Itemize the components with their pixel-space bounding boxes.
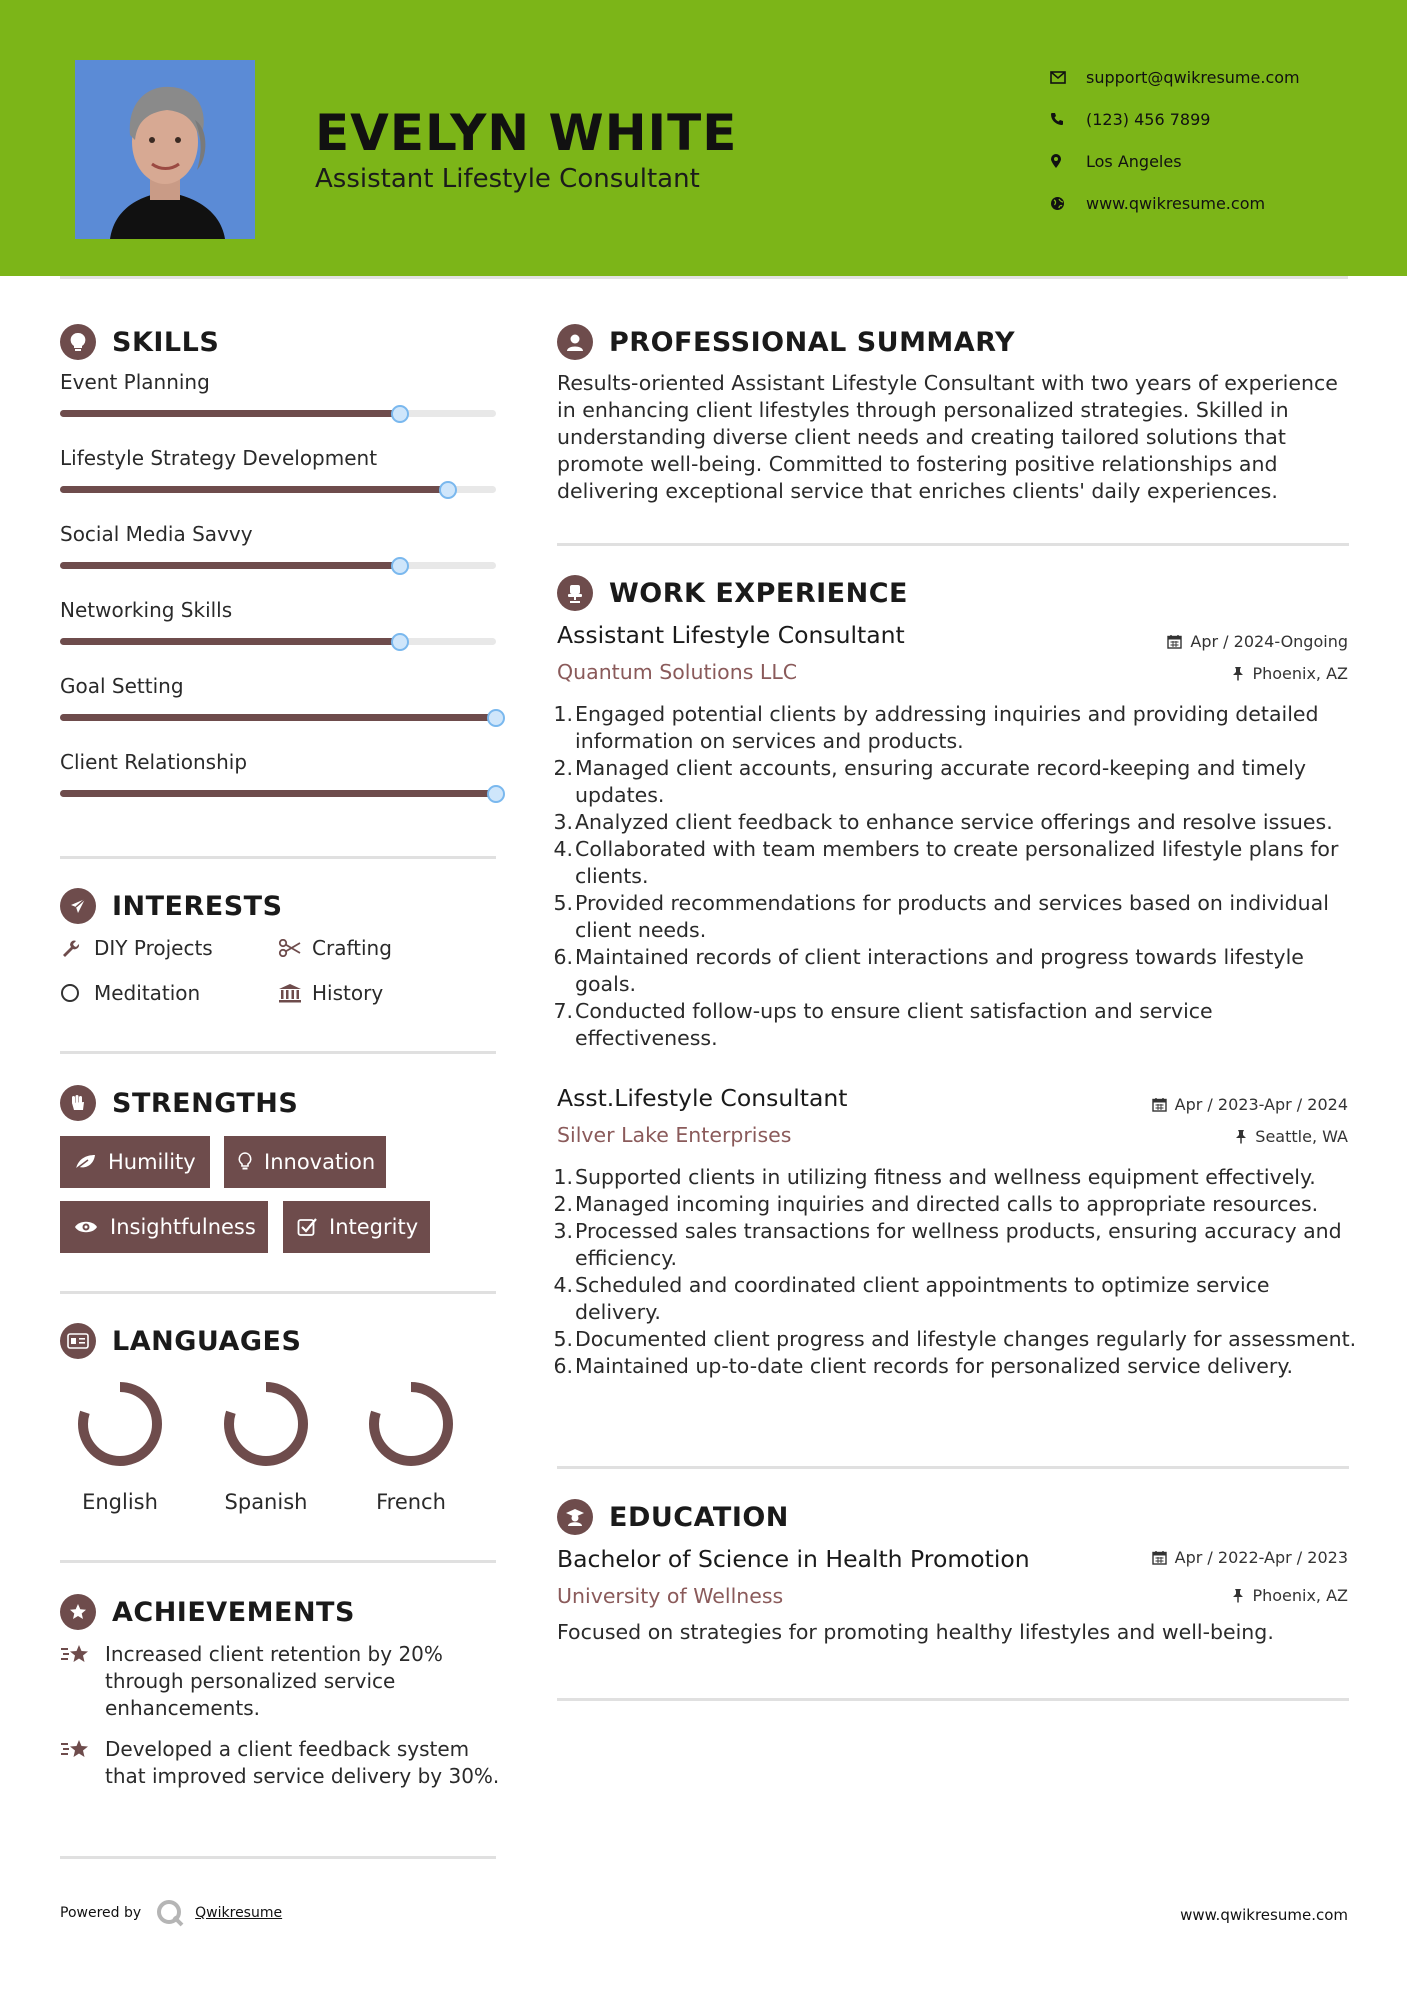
job-bullet	[553, 1326, 1357, 1353]
job-bullet	[553, 1272, 1357, 1326]
lightbulb-icon	[238, 1152, 252, 1172]
user-icon	[557, 324, 593, 360]
calendar-icon	[1167, 634, 1182, 649]
education-heading	[557, 1499, 789, 1535]
experience-heading	[557, 575, 908, 611]
interest-item	[60, 936, 213, 960]
bullet-text: Supported clients in utilizing fitness and wellness equipment effectively.	[575, 1165, 1316, 1189]
skill-item	[60, 750, 496, 774]
contact-list	[1050, 56, 1380, 224]
languages-heading	[60, 1323, 301, 1359]
strength-tag	[224, 1136, 386, 1188]
qwikresume-logo-icon	[155, 1898, 185, 1928]
skill-label: Event Planning	[60, 370, 210, 394]
education-location	[1232, 1586, 1348, 1605]
bullet-number: 6.	[553, 1354, 573, 1378]
achievement-item	[60, 1736, 500, 1790]
resume-header	[0, 0, 1407, 276]
bullet-number: 7.	[553, 999, 573, 1023]
skills-divider	[60, 856, 496, 859]
bullet-number: 4.	[553, 1273, 573, 1297]
skill-item	[60, 446, 496, 470]
interest-item	[60, 981, 200, 1005]
qwikresume-link[interactable]: Qwikresume	[195, 1905, 283, 1921]
interest-item	[278, 981, 383, 1005]
contact-location	[1050, 140, 1380, 182]
strength-label: Humility	[108, 1150, 196, 1174]
skill-label: Client Relationship	[60, 750, 248, 774]
job-bullet	[553, 701, 1357, 755]
skill-item	[60, 674, 496, 698]
job-bullet	[553, 1191, 1357, 1218]
skill-track	[60, 410, 496, 417]
job-location-text: Phoenix, AZ	[1252, 664, 1348, 683]
bullet-number: 2.	[553, 756, 573, 780]
skill-item	[60, 598, 496, 622]
strength-tag	[60, 1201, 268, 1253]
job-bullet	[553, 944, 1357, 998]
language-ring	[363, 1376, 459, 1472]
job-bullets	[553, 1164, 1357, 1380]
interests-heading	[60, 888, 283, 924]
bullet-text: Conducted follow-ups to ensure client satisfaction and service effectiveness.	[575, 999, 1213, 1050]
skill-knob	[439, 481, 457, 499]
bullet-number: 5.	[553, 891, 573, 915]
interests-title: INTERESTS	[112, 890, 283, 922]
job-bullet	[553, 1218, 1357, 1272]
language-card-icon	[60, 1323, 96, 1359]
skill-track	[60, 562, 496, 569]
job-bullet	[553, 1353, 1357, 1380]
job-location-text: Seattle, WA	[1255, 1127, 1348, 1146]
degree-title: Bachelor of Science in Health Promotion	[557, 1545, 1030, 1573]
header-divider	[60, 276, 1348, 279]
contact-website-text: www.qwikresume.com	[1086, 193, 1266, 213]
education-description: Focused on strategies for promoting healthy lifestyles and well-being.	[557, 1620, 1274, 1644]
languages-title: LANGUAGES	[112, 1325, 302, 1357]
job-bullets	[553, 701, 1357, 1052]
envelope-icon	[1050, 71, 1086, 84]
contact-phone-text: (123) 456 7899	[1086, 109, 1211, 129]
checkbox-icon	[297, 1217, 317, 1237]
contact-email-text: support@qwikresume.com	[1086, 67, 1300, 87]
bullet-number: 3.	[553, 1219, 573, 1243]
skill-label: Lifestyle Strategy Development	[60, 446, 378, 470]
experience-divider	[557, 1466, 1349, 1469]
language-level-arc	[83, 1387, 157, 1461]
contact-location-text: Los Angeles	[1086, 151, 1182, 171]
job-bullet	[553, 809, 1357, 836]
calendar-icon	[1152, 1097, 1167, 1112]
star-badge-icon	[60, 1594, 96, 1630]
footer-powered	[60, 1898, 282, 1928]
museum-icon	[278, 983, 312, 1003]
bullet-text: Engaged potential clients by addressing inquiries and providing detailed information on services and products.	[575, 702, 1319, 753]
education-divider	[557, 1698, 1349, 1701]
job-company: Silver Lake Enterprises	[557, 1123, 792, 1147]
bullet-text: Maintained records of client interactions and progress towards lifestyle goals.	[575, 945, 1304, 996]
paper-plane-icon	[60, 888, 96, 924]
language-level-arc	[374, 1387, 448, 1461]
job-title: Assistant Lifestyle Consultant	[557, 621, 905, 649]
interest-label: Crafting	[312, 936, 392, 960]
phone-icon	[1050, 112, 1086, 126]
job-company: Quantum Solutions LLC	[557, 660, 798, 684]
bullet-text: Processed sales transactions for wellness products, ensuring accuracy and efficiency.	[575, 1219, 1342, 1270]
language-label: Spanish	[224, 1490, 308, 1514]
skill-track	[60, 790, 496, 797]
bullet-text: Provided recommendations for products and services based on individual client needs.	[575, 891, 1329, 942]
wrench-icon	[60, 938, 94, 958]
achievements-title: ACHIEVEMENTS	[112, 1596, 355, 1628]
lightbulb-icon	[60, 324, 96, 360]
interest-label: DIY Projects	[94, 936, 213, 960]
skill-fill	[60, 410, 400, 417]
candidate-name: EVELYN WHITE	[315, 104, 738, 162]
school-name: University of Wellness	[557, 1584, 784, 1608]
bullet-text: Analyzed client feedback to enhance service offerings and resolve issues.	[575, 810, 1333, 834]
strengths-heading	[60, 1085, 298, 1121]
circle-icon	[60, 983, 94, 1003]
skills-heading	[60, 324, 219, 360]
skill-knob	[391, 633, 409, 651]
strength-tag	[283, 1201, 430, 1253]
achievements-heading	[60, 1594, 355, 1630]
job-location	[1235, 1127, 1348, 1146]
job-bullet	[553, 890, 1357, 944]
summary-title: PROFESSIONAL SUMMARY	[609, 326, 1016, 358]
job-location	[1232, 664, 1348, 683]
pushpin-icon	[1232, 1588, 1244, 1603]
achievement-text: Increased client retention by 20% through personalized service enhancements.	[105, 1642, 443, 1720]
pushpin-icon	[1232, 666, 1244, 681]
candidate-role: Assistant Lifestyle Consultant	[315, 164, 700, 194]
skills-title: SKILLS	[112, 326, 220, 358]
trophy-star-icon	[60, 1736, 105, 1790]
powered-by-text: Powered by	[60, 1905, 142, 1921]
bullet-text: Managed client accounts, ensuring accurate record-keeping and timely updates.	[575, 756, 1307, 807]
language-ring	[218, 1376, 314, 1472]
contact-email[interactable]	[1050, 56, 1380, 98]
interest-item	[278, 936, 392, 960]
footer-website[interactable]: www.qwikresume.com	[1180, 1906, 1348, 1924]
pushpin-icon	[1235, 1129, 1247, 1144]
bullet-number: 1.	[553, 1165, 573, 1189]
skill-fill	[60, 638, 400, 645]
language-item	[206, 1376, 326, 1514]
bullet-number: 2.	[553, 1192, 573, 1216]
graduate-icon	[557, 1499, 593, 1535]
summary-divider	[557, 543, 1349, 546]
strengths-divider	[60, 1291, 496, 1294]
bullet-number: 6.	[553, 945, 573, 969]
summary-heading	[557, 324, 1015, 360]
skill-knob	[391, 405, 409, 423]
bullet-number: 3.	[553, 810, 573, 834]
education-title: EDUCATION	[609, 1501, 789, 1533]
language-item	[351, 1376, 471, 1514]
bullet-text: Managed incoming inquiries and directed calls to appropriate resources.	[575, 1192, 1319, 1216]
location-pin-icon	[1050, 153, 1086, 169]
strength-label: Insightfulness	[110, 1215, 256, 1239]
language-item	[60, 1376, 180, 1514]
strengths-title: STRENGTHS	[112, 1087, 299, 1119]
bullet-text: Collaborated with team members to create personalized lifestyle plans for clients.	[575, 837, 1339, 888]
strength-label: Innovation	[264, 1150, 376, 1174]
office-chair-icon	[557, 575, 593, 611]
calendar-icon	[1152, 1550, 1167, 1565]
job-bullet	[553, 836, 1357, 890]
bullet-number: 4.	[553, 837, 573, 861]
bullet-text: Scheduled and coordinated client appointments to optimize service delivery.	[575, 1273, 1270, 1324]
interest-label: History	[312, 981, 384, 1005]
contact-website[interactable]	[1050, 182, 1380, 224]
skill-label: Networking Skills	[60, 598, 233, 622]
language-level-arc	[229, 1387, 303, 1461]
language-ring	[72, 1376, 168, 1472]
strength-tag	[60, 1136, 210, 1188]
skill-item	[60, 370, 496, 394]
job-date-text: Apr / 2023-Apr / 2024	[1174, 1095, 1348, 1114]
strength-label: Integrity	[329, 1215, 419, 1239]
bullet-number: 5.	[553, 1327, 573, 1351]
skill-item	[60, 522, 496, 546]
skill-fill	[60, 714, 496, 721]
skill-track	[60, 638, 496, 645]
job-title: Asst.Lifestyle Consultant	[557, 1084, 848, 1112]
achievement-item	[60, 1641, 500, 1722]
skill-knob	[487, 785, 505, 803]
contact-phone[interactable]	[1050, 98, 1380, 140]
job-bullet	[553, 755, 1357, 809]
skill-fill	[60, 486, 448, 493]
job-date-text: Apr / 2024-Ongoing	[1190, 632, 1348, 651]
education-date	[1152, 1548, 1348, 1567]
languages-divider	[60, 1560, 496, 1563]
interests-divider	[60, 1051, 496, 1054]
skill-label: Social Media Savvy	[60, 522, 253, 546]
achievements-divider	[60, 1856, 496, 1859]
job-date	[1167, 632, 1348, 651]
interest-label: Meditation	[94, 981, 201, 1005]
language-label: English	[82, 1490, 158, 1514]
job-date	[1152, 1095, 1348, 1114]
language-label: French	[376, 1490, 446, 1514]
education-date-text: Apr / 2022-Apr / 2023	[1174, 1548, 1348, 1567]
skill-label: Goal Setting	[60, 674, 184, 698]
trophy-star-icon	[60, 1641, 105, 1722]
scissors-icon	[278, 939, 312, 957]
skill-fill	[60, 562, 400, 569]
job-bullet	[553, 1164, 1357, 1191]
skill-knob	[487, 709, 505, 727]
bullet-text: Maintained up-to-date client records for personalized service delivery.	[575, 1354, 1294, 1378]
experience-title: WORK EXPERIENCE	[609, 577, 908, 609]
skill-track	[60, 714, 496, 721]
profile-photo	[75, 60, 255, 239]
summary-text: Results-oriented Assistant Lifestyle Consultant with two years of experience in enhancing client lifestyles through personalized strategies. Skilled in understanding diverse client needs and creating tailored solutions that promote well-being. Committed to fostering positive relationships and delivering exceptional service that enriches clients' daily experiences.	[557, 371, 1338, 503]
achievement-text: Developed a client feedback system that improved service delivery by 30%.	[105, 1737, 500, 1788]
bullet-number: 1.	[553, 702, 573, 726]
eye-icon	[74, 1219, 98, 1235]
leaf-icon	[74, 1153, 96, 1171]
education-location-text: Phoenix, AZ	[1252, 1586, 1348, 1605]
skill-track	[60, 486, 496, 493]
skill-fill	[60, 790, 496, 797]
globe-icon	[1050, 196, 1086, 211]
skill-knob	[391, 557, 409, 575]
bullet-text: Documented client progress and lifestyle changes regularly for assessment.	[575, 1327, 1357, 1351]
fist-icon	[60, 1085, 96, 1121]
job-bullet	[553, 998, 1357, 1052]
